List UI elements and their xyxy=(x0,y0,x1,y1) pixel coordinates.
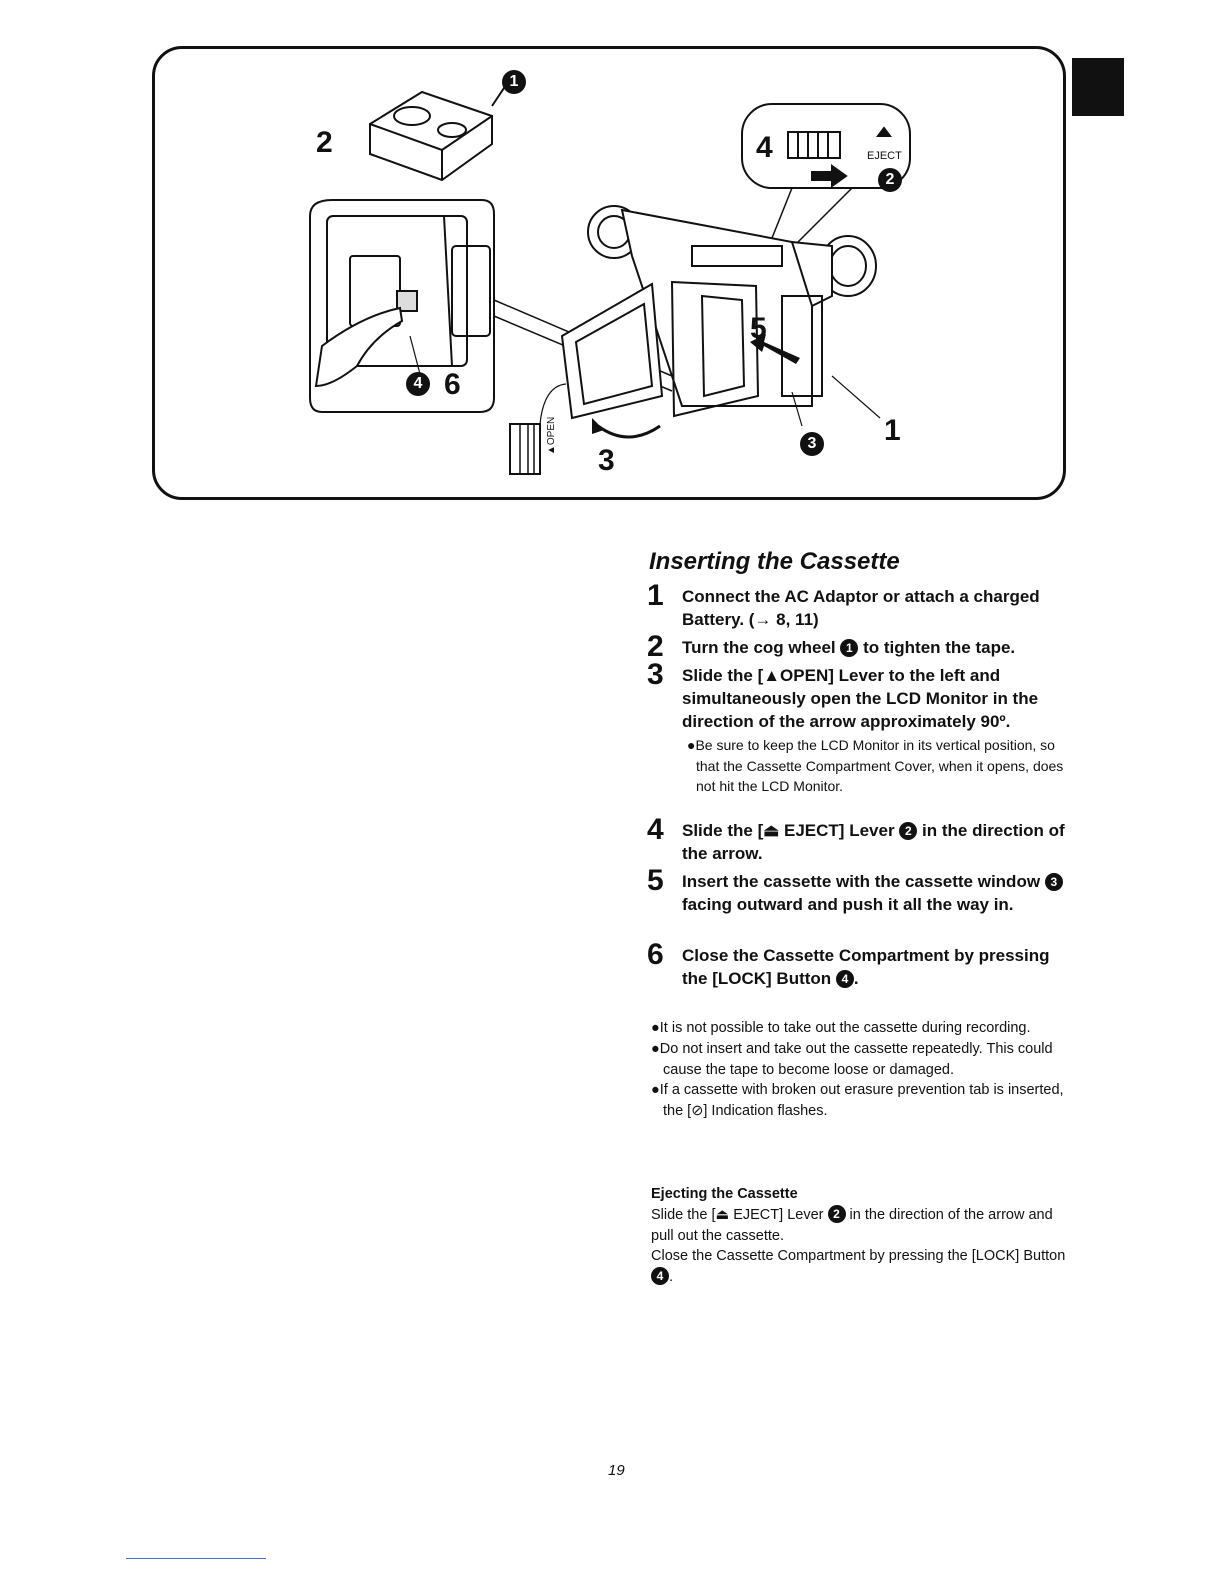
step-number: 4 xyxy=(647,813,664,846)
step-text: Turn the cog wheel 1 to tighten the tape. xyxy=(682,638,1016,657)
footer-rule xyxy=(126,1558,266,1559)
step-text: Connect the AC Adaptor or attach a charged Battery. (→ 8, 11) xyxy=(682,587,1040,629)
step-note: ●Be sure to keep the LCD Monitor in its vertical position, so that the Cassette Compartment Cover, when it opens, does not hit the LCD Monitor. xyxy=(687,737,1064,794)
callout-6: 6 xyxy=(444,368,461,401)
camcorder-body xyxy=(562,206,876,418)
marker-1: 1 xyxy=(502,70,526,94)
step-number: 5 xyxy=(647,864,664,897)
callout-4: 4 xyxy=(756,131,773,164)
marker-4: 4 xyxy=(406,372,430,396)
lock-button-inset xyxy=(310,200,494,412)
cassette-icon xyxy=(370,82,508,180)
step-text: Insert the cassette with the cassette window 3 facing outward and push it all the way in. xyxy=(682,870,1077,916)
callout-2: 2 xyxy=(316,126,333,159)
step-text: Slide the [⏏ EJECT] Lever 2 in the direction of the arrow. xyxy=(682,821,1065,863)
marker-4-inline: 4 xyxy=(836,970,854,988)
section-title: Inserting the Cassette xyxy=(649,548,900,575)
step-number: 6 xyxy=(647,938,664,971)
callout-5: 5 xyxy=(750,312,767,345)
note-item: ●Do not insert and take out the cassette repeatedly. This could cause the tape to become loose or damaged. xyxy=(651,1040,1053,1078)
page-number: 19 xyxy=(608,1462,625,1479)
ejecting-heading: Ejecting the Cassette xyxy=(651,1186,798,1202)
marker-2-inline: 2 xyxy=(899,822,917,840)
camcorder-illustration xyxy=(152,46,1066,500)
step-text: Close the Cassette Compartment by pressing the [LOCK] Button 4 . xyxy=(682,946,1050,988)
callout-3: 3 xyxy=(598,444,615,477)
ejecting-para-1: Slide the [⏏ EJECT] Lever 2 in the direction of the arrow and pull out the cassette. xyxy=(651,1206,1053,1244)
step-number: 2 xyxy=(647,630,664,663)
marker-3: 3 xyxy=(800,432,824,456)
step-2 xyxy=(647,630,1077,663)
step-6 xyxy=(647,938,1077,990)
marker-2: 2 xyxy=(878,168,902,192)
step-4 xyxy=(647,813,1077,865)
step-text: Slide the [▲OPEN] Lever to the left and simultaneously open the LCD Monitor in the direction of the arrow approximately 90º. xyxy=(682,666,1039,731)
step-number: 1 xyxy=(647,579,664,612)
callout-1: 1 xyxy=(884,414,901,447)
open-label: ▲OPEN xyxy=(546,416,557,455)
step-number: 3 xyxy=(647,658,664,691)
notes xyxy=(651,1018,1071,1122)
ejecting-para-2: Close the Cassette Compartment by pressing the [LOCK] Button 4 . xyxy=(651,1248,1066,1286)
marker-3-inline: 3 xyxy=(1045,873,1063,891)
marker-4-inline: 4 xyxy=(651,1267,669,1285)
step-5 xyxy=(647,864,1077,916)
eject-label: EJECT xyxy=(867,150,902,162)
note-item: ●It is not possible to take out the cassette during recording. xyxy=(651,1020,1031,1036)
ejecting-section xyxy=(651,1184,1071,1288)
step-3 xyxy=(647,658,1077,797)
note-item: ●If a cassette with broken out erasure prevention tab is inserted, the [⊘] Indication flashes. xyxy=(651,1082,1064,1120)
step-1 xyxy=(647,579,1077,631)
marker-1-inline: 1 xyxy=(840,639,858,657)
section-tab-marker xyxy=(1072,58,1124,116)
marker-2-inline: 2 xyxy=(828,1205,846,1223)
